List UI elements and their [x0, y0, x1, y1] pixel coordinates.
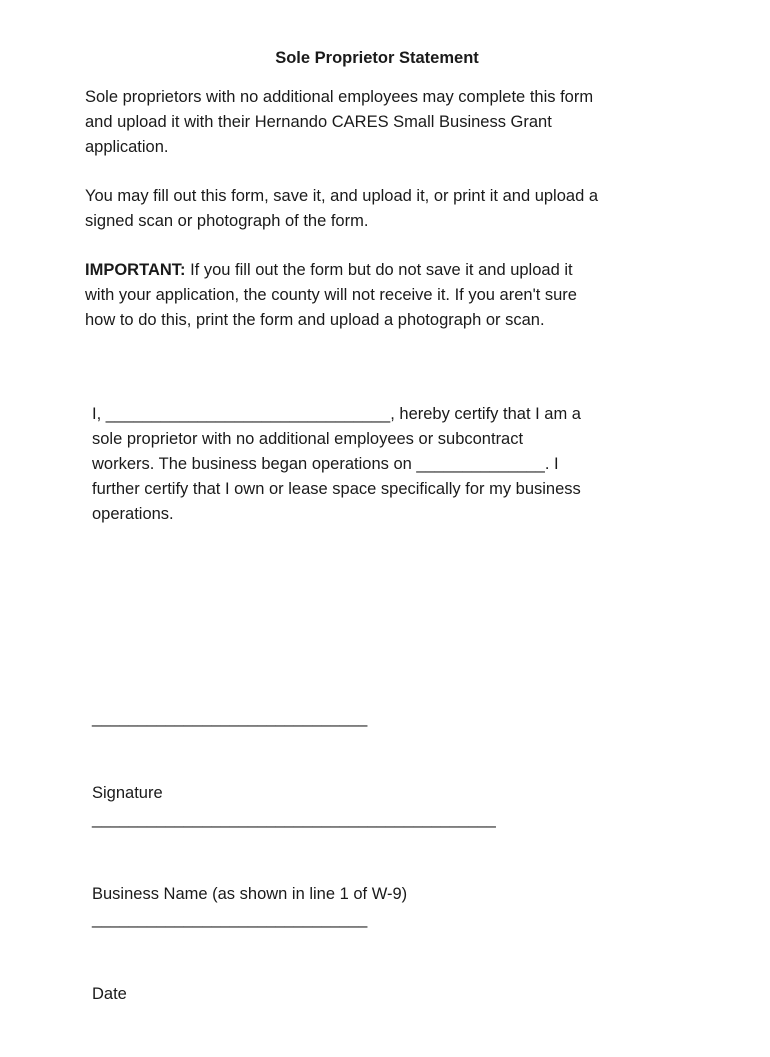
intro-line: application.	[85, 138, 169, 156]
document-title: Sole Proprietor Statement	[275, 49, 479, 67]
intro-line: Sole proprietors with no additional employees may complete this form	[85, 88, 594, 106]
important-line: with your application, the county will not receive it. If you aren't sure	[85, 286, 577, 304]
signature-line: ______________________________	[92, 709, 368, 727]
signature-label: Signature	[92, 784, 163, 802]
important-line: how to do this, print the form and upload a photograph or scan.	[85, 311, 545, 329]
certification-paragraph	[92, 402, 581, 527]
certification-line: further certify that I own or lease space specifically for my business	[92, 480, 581, 498]
date-line: ______________________________	[92, 910, 368, 928]
certification-line: sole proprietor with no additional employees or subcontract	[92, 430, 524, 448]
business-name-line: ____________________________________________	[92, 810, 496, 828]
date-field	[92, 857, 367, 1057]
certification-line: operations.	[92, 505, 174, 523]
intro-line: and upload it with their Hernando CARES Small Business Grant	[85, 113, 552, 131]
instructions-line: signed scan or photograph of the form.	[85, 212, 369, 230]
business-name-label: Business Name (as shown in line 1 of W-9)	[92, 885, 408, 903]
certification-line: workers. The business began operations on ______________. I	[92, 455, 559, 473]
date-label: Date	[92, 985, 127, 1003]
certification-line: I, _______________________________, hereby certify that I am a	[92, 405, 581, 423]
instructions-paragraph	[85, 184, 695, 234]
instructions-line: You may fill out this form, save it, and upload it, or print it and upload a	[85, 187, 599, 205]
important-paragraph	[85, 258, 695, 333]
important-line	[85, 258, 695, 283]
important-text: If you fill out the form but do not save it and upload it	[185, 261, 573, 279]
intro-paragraph	[85, 85, 695, 160]
important-label: IMPORTANT:	[85, 261, 186, 279]
